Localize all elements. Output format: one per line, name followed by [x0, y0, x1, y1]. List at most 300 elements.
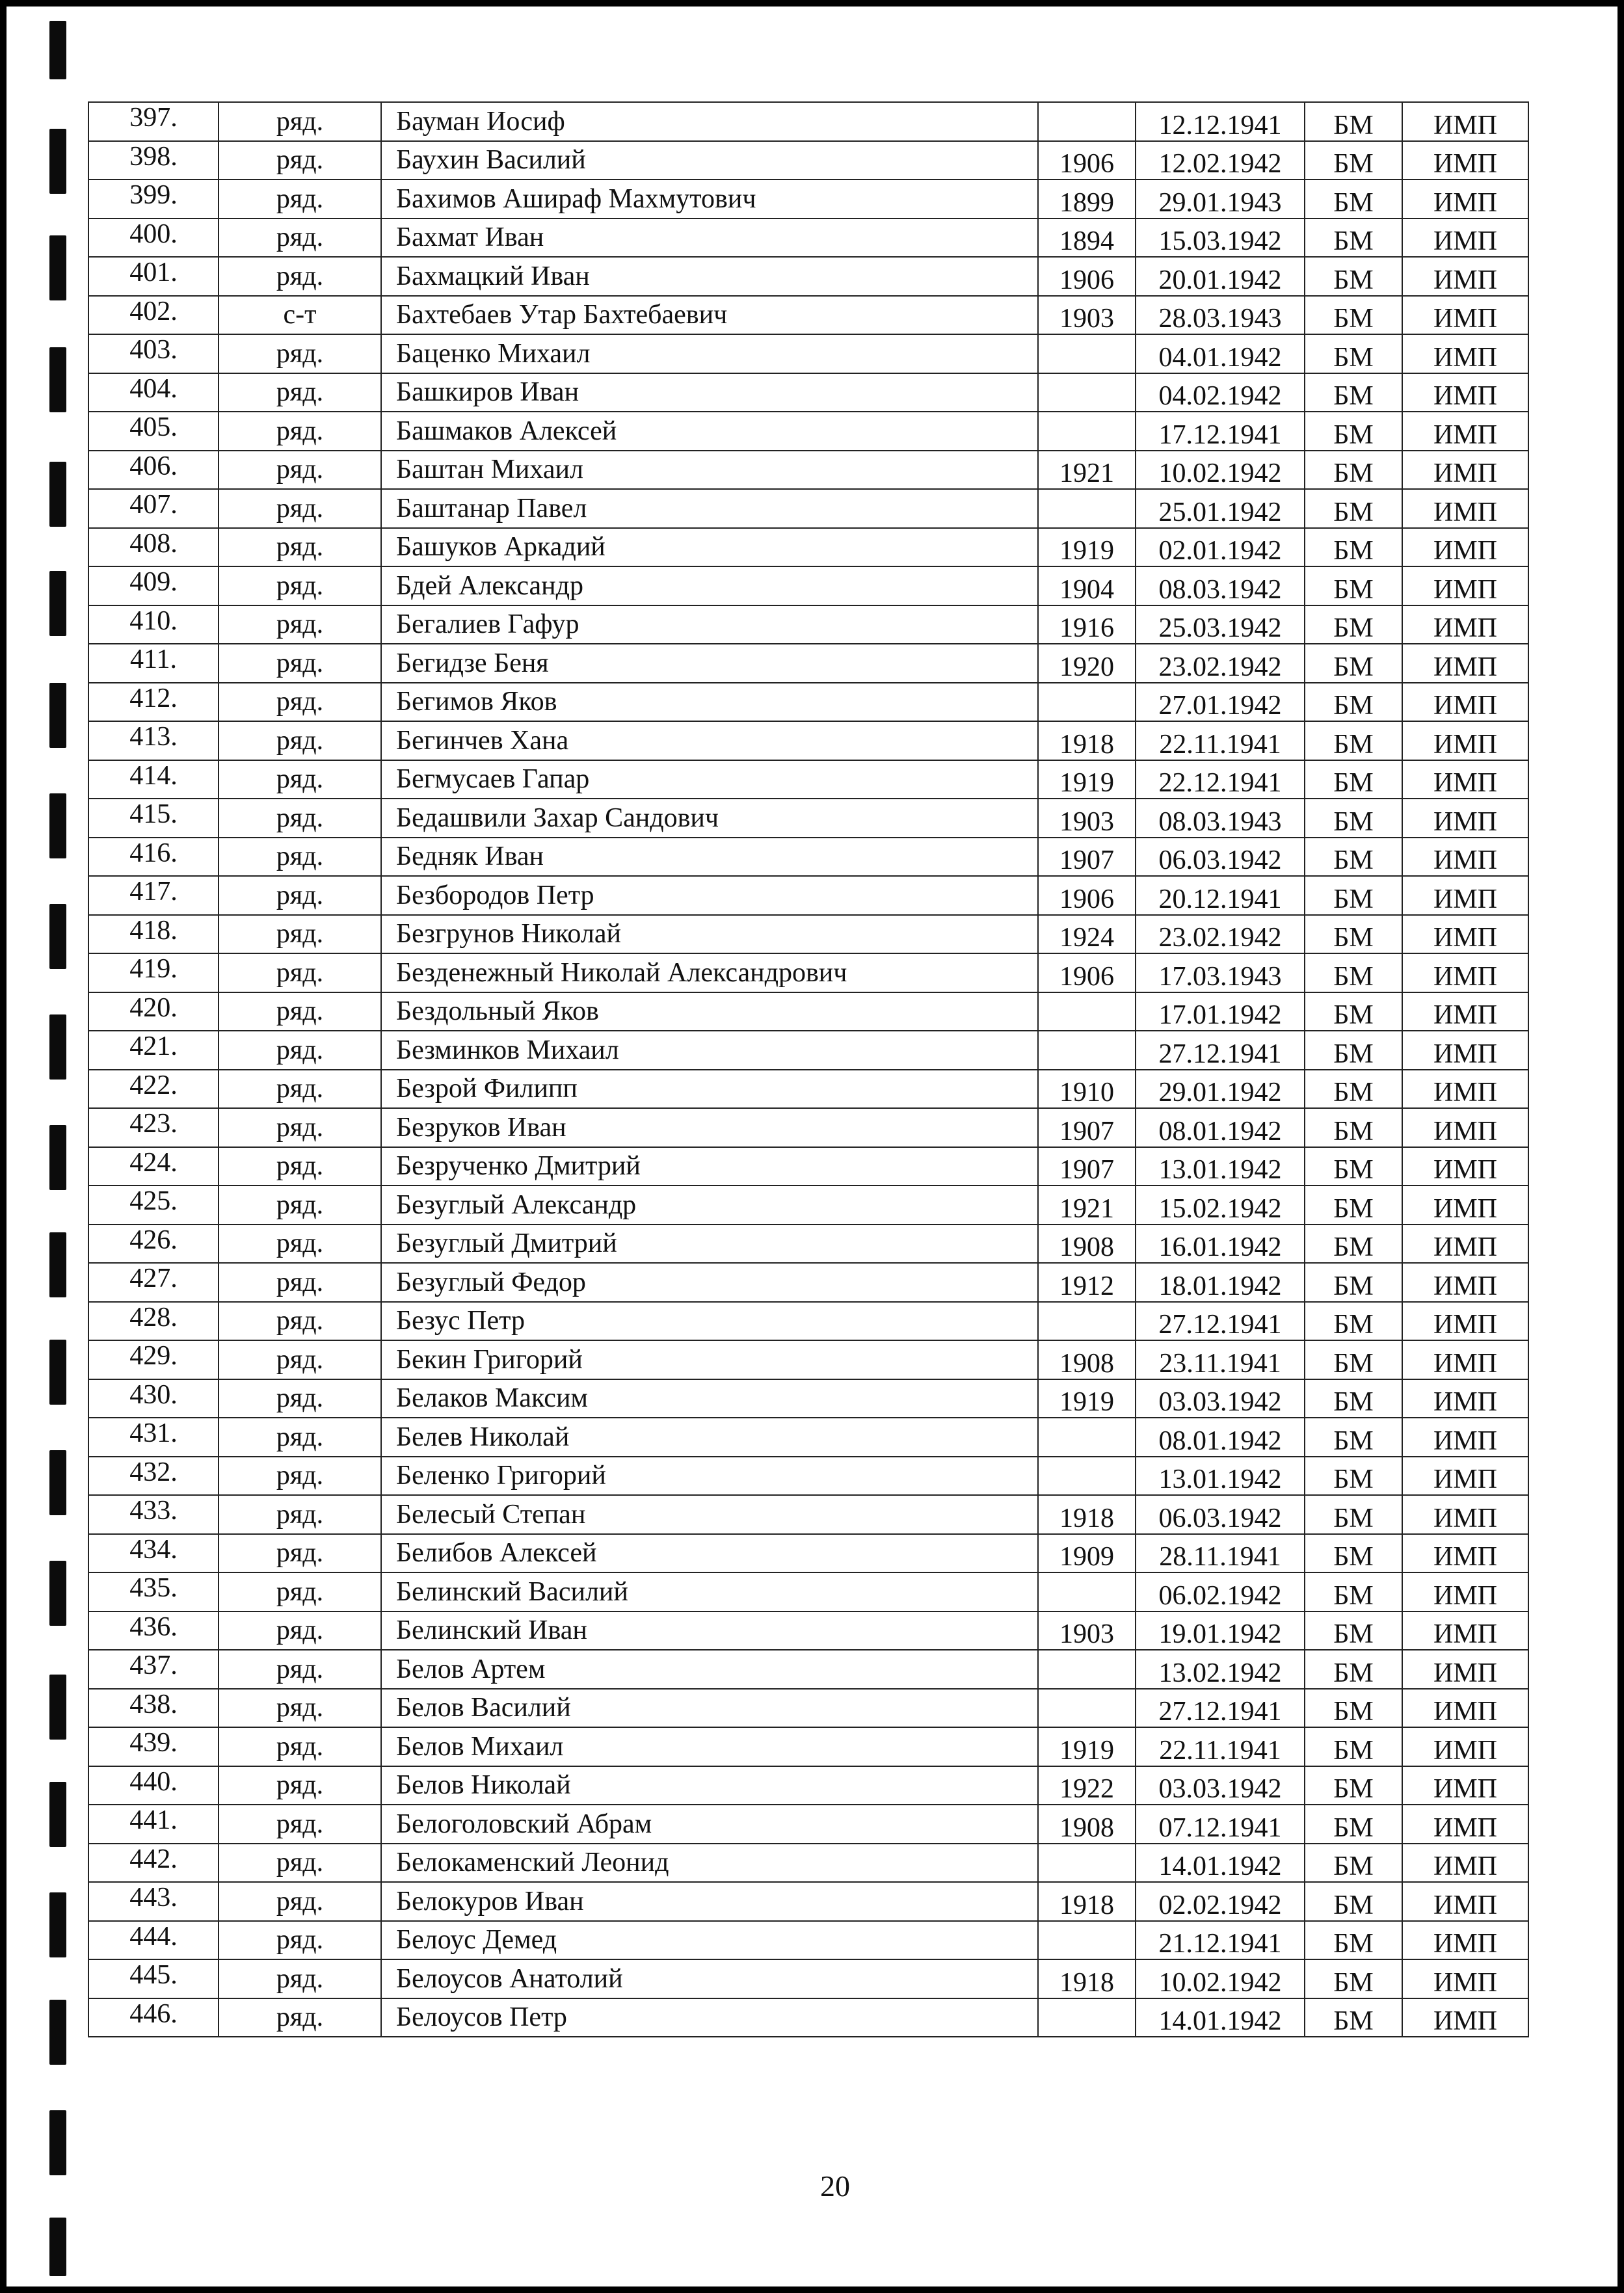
- birth-year-cell: [1038, 1031, 1136, 1070]
- cause-cell: ИМП: [1402, 1302, 1528, 1341]
- cause-cell: ИМП: [1402, 1921, 1528, 1960]
- cause-cell: ИМП: [1402, 1108, 1528, 1147]
- row-number-cell: 401.: [88, 257, 219, 296]
- row-number-cell: 402.: [88, 296, 219, 335]
- name-cell: Безус Петр: [381, 1302, 1038, 1341]
- date-cell: 21.12.1941: [1136, 1921, 1305, 1960]
- rank-cell: ряд.: [219, 566, 381, 605]
- birth-year-cell: [1038, 412, 1136, 451]
- date-cell: 03.03.1942: [1136, 1766, 1305, 1805]
- name-cell: Белоус Демед: [381, 1921, 1038, 1960]
- cause-cell: ИМП: [1402, 1844, 1528, 1883]
- binder-hole-mark: [49, 129, 66, 194]
- code-cell: БМ: [1305, 451, 1402, 490]
- birth-year-cell: [1038, 1689, 1136, 1728]
- code-cell: БМ: [1305, 605, 1402, 644]
- code-cell: БМ: [1305, 838, 1402, 877]
- row-number-cell: 432.: [88, 1457, 219, 1496]
- name-cell: Безгрунов Николай: [381, 915, 1038, 954]
- cause-cell: ИМП: [1402, 1650, 1528, 1689]
- table-row: [88, 489, 1528, 528]
- code-cell: БМ: [1305, 257, 1402, 296]
- cause-cell: ИМП: [1402, 296, 1528, 335]
- birth-year-cell: 1922: [1038, 1766, 1136, 1805]
- birth-year-cell: 1918: [1038, 721, 1136, 760]
- name-cell: Белокуров Иван: [381, 1882, 1038, 1921]
- binder-hole-mark: [49, 1340, 66, 1405]
- code-cell: БМ: [1305, 1689, 1402, 1728]
- table-row: [88, 1921, 1528, 1960]
- binder-hole-mark: [49, 1014, 66, 1080]
- rank-cell: ряд.: [219, 451, 381, 490]
- code-cell: БМ: [1305, 1457, 1402, 1496]
- date-cell: 10.02.1942: [1136, 1959, 1305, 1998]
- code-cell: БМ: [1305, 1302, 1402, 1341]
- rank-cell: ряд.: [219, 1340, 381, 1379]
- row-number-cell: 407.: [88, 489, 219, 528]
- rank-cell: ряд.: [219, 1070, 381, 1109]
- table-row: [88, 1998, 1528, 2037]
- name-cell: Безминков Михаил: [381, 1031, 1038, 1070]
- cause-cell: ИМП: [1402, 1959, 1528, 1998]
- row-number-cell: 403.: [88, 334, 219, 373]
- rank-cell: ряд.: [219, 1418, 381, 1457]
- code-cell: БМ: [1305, 412, 1402, 451]
- code-cell: БМ: [1305, 1031, 1402, 1070]
- name-cell: Безуглый Федор: [381, 1263, 1038, 1302]
- row-number-cell: 434.: [88, 1534, 219, 1573]
- binder-hole-mark: [49, 2000, 66, 2065]
- code-cell: БМ: [1305, 179, 1402, 219]
- date-cell: 23.11.1941: [1136, 1340, 1305, 1379]
- code-cell: БМ: [1305, 1611, 1402, 1650]
- cause-cell: ИМП: [1402, 1998, 1528, 2037]
- birth-year-cell: 1920: [1038, 644, 1136, 683]
- table-row: [88, 1263, 1528, 1302]
- rank-cell: ряд.: [219, 1147, 381, 1186]
- name-cell: Башкиров Иван: [381, 373, 1038, 412]
- table-row: [88, 102, 1528, 141]
- rank-cell: ряд.: [219, 876, 381, 915]
- table-row: [88, 1225, 1528, 1264]
- rank-cell: ряд.: [219, 102, 381, 141]
- date-cell: 28.11.1941: [1136, 1534, 1305, 1573]
- cause-cell: ИМП: [1402, 1689, 1528, 1728]
- name-cell: Белинский Василий: [381, 1572, 1038, 1611]
- rank-cell: ряд.: [219, 721, 381, 760]
- birth-year-cell: 1916: [1038, 605, 1136, 644]
- date-cell: 27.12.1941: [1136, 1302, 1305, 1341]
- name-cell: Бдей Александр: [381, 566, 1038, 605]
- birth-year-cell: 1906: [1038, 141, 1136, 180]
- date-cell: 04.01.1942: [1136, 334, 1305, 373]
- code-cell: БМ: [1305, 1921, 1402, 1960]
- code-cell: БМ: [1305, 1844, 1402, 1883]
- row-number-cell: 418.: [88, 915, 219, 954]
- cause-cell: ИМП: [1402, 1186, 1528, 1225]
- rank-cell: ряд.: [219, 1495, 381, 1534]
- cause-cell: ИМП: [1402, 1340, 1528, 1379]
- name-cell: Башмаков Алексей: [381, 412, 1038, 451]
- date-cell: 17.01.1942: [1136, 992, 1305, 1031]
- cause-cell: ИМП: [1402, 1766, 1528, 1805]
- birth-year-cell: 1924: [1038, 915, 1136, 954]
- date-cell: 29.01.1942: [1136, 1070, 1305, 1109]
- birth-year-cell: 1918: [1038, 1959, 1136, 1998]
- cause-cell: ИМП: [1402, 102, 1528, 141]
- date-cell: 23.02.1942: [1136, 644, 1305, 683]
- date-cell: 15.02.1942: [1136, 1186, 1305, 1225]
- name-cell: Баштанар Павел: [381, 489, 1038, 528]
- row-number-cell: 438.: [88, 1689, 219, 1728]
- table-row: [88, 1572, 1528, 1611]
- date-cell: 29.01.1943: [1136, 179, 1305, 219]
- birth-year-cell: 1907: [1038, 1147, 1136, 1186]
- row-number-cell: 439.: [88, 1727, 219, 1766]
- cause-cell: ИМП: [1402, 1418, 1528, 1457]
- code-cell: БМ: [1305, 1418, 1402, 1457]
- table-row: [88, 179, 1528, 219]
- binder-hole-mark: [49, 1675, 66, 1740]
- row-number-cell: 421.: [88, 1031, 219, 1070]
- cause-cell: ИМП: [1402, 489, 1528, 528]
- row-number-cell: 412.: [88, 683, 219, 722]
- cause-cell: ИМП: [1402, 1031, 1528, 1070]
- birth-year-cell: 1921: [1038, 451, 1136, 490]
- rank-cell: ряд.: [219, 257, 381, 296]
- date-cell: 08.03.1943: [1136, 799, 1305, 838]
- name-cell: Безбородов Петр: [381, 876, 1038, 915]
- cause-cell: ИМП: [1402, 1611, 1528, 1650]
- name-cell: Баухин Василий: [381, 141, 1038, 180]
- code-cell: БМ: [1305, 1186, 1402, 1225]
- birth-year-cell: [1038, 1844, 1136, 1883]
- code-cell: БМ: [1305, 528, 1402, 567]
- binder-hole-mark: [49, 1561, 66, 1626]
- cause-cell: ИМП: [1402, 1727, 1528, 1766]
- row-number-cell: 424.: [88, 1147, 219, 1186]
- table-row: [88, 1379, 1528, 1418]
- row-number-cell: 445.: [88, 1959, 219, 1998]
- birth-year-cell: 1909: [1038, 1534, 1136, 1573]
- row-number-cell: 428.: [88, 1302, 219, 1341]
- cause-cell: ИМП: [1402, 1457, 1528, 1496]
- table-row: [88, 1186, 1528, 1225]
- cause-cell: ИМП: [1402, 644, 1528, 683]
- rank-cell: ряд.: [219, 528, 381, 567]
- code-cell: БМ: [1305, 1225, 1402, 1264]
- birth-year-cell: 1894: [1038, 219, 1136, 258]
- date-cell: 16.01.1942: [1136, 1225, 1305, 1264]
- rank-cell: ряд.: [219, 953, 381, 992]
- date-cell: 25.03.1942: [1136, 605, 1305, 644]
- code-cell: БМ: [1305, 1998, 1402, 2037]
- row-number-cell: 410.: [88, 605, 219, 644]
- date-cell: 13.02.1942: [1136, 1650, 1305, 1689]
- birth-year-cell: 1906: [1038, 876, 1136, 915]
- row-number-cell: 440.: [88, 1766, 219, 1805]
- name-cell: Бегимов Яков: [381, 683, 1038, 722]
- row-number-cell: 411.: [88, 644, 219, 683]
- cause-cell: ИМП: [1402, 721, 1528, 760]
- table-row: [88, 721, 1528, 760]
- date-cell: 13.01.1942: [1136, 1147, 1305, 1186]
- rank-cell: ряд.: [219, 992, 381, 1031]
- name-cell: Бегмусаев Гапар: [381, 760, 1038, 799]
- cause-cell: ИМП: [1402, 1147, 1528, 1186]
- birth-year-cell: 1908: [1038, 1340, 1136, 1379]
- name-cell: Белов Василий: [381, 1689, 1038, 1728]
- table-row: [88, 760, 1528, 799]
- date-cell: 10.02.1942: [1136, 451, 1305, 490]
- birth-year-cell: [1038, 1418, 1136, 1457]
- code-cell: БМ: [1305, 1108, 1402, 1147]
- name-cell: Бахимов Ашираф Махмутович: [381, 179, 1038, 219]
- birth-year-cell: [1038, 489, 1136, 528]
- code-cell: БМ: [1305, 1534, 1402, 1573]
- birth-year-cell: 1908: [1038, 1805, 1136, 1844]
- code-cell: БМ: [1305, 1766, 1402, 1805]
- cause-cell: ИМП: [1402, 1882, 1528, 1921]
- cause-cell: ИМП: [1402, 179, 1528, 219]
- binder-hole-mark: [49, 2110, 66, 2175]
- row-number-cell: 417.: [88, 876, 219, 915]
- row-number-cell: 414.: [88, 760, 219, 799]
- name-cell: Белинский Иван: [381, 1611, 1038, 1650]
- code-cell: БМ: [1305, 141, 1402, 180]
- code-cell: БМ: [1305, 992, 1402, 1031]
- code-cell: БМ: [1305, 1495, 1402, 1534]
- table-row: [88, 1147, 1528, 1186]
- cause-cell: ИМП: [1402, 838, 1528, 877]
- cause-cell: ИМП: [1402, 1534, 1528, 1573]
- birth-year-cell: 1919: [1038, 1727, 1136, 1766]
- row-number-cell: 442.: [88, 1844, 219, 1883]
- cause-cell: ИМП: [1402, 1572, 1528, 1611]
- name-cell: Бахмацкий Иван: [381, 257, 1038, 296]
- date-cell: 27.01.1942: [1136, 683, 1305, 722]
- table-row: [88, 1457, 1528, 1496]
- rank-cell: ряд.: [219, 1225, 381, 1264]
- page-number: 20: [820, 2169, 850, 2203]
- row-number-cell: 444.: [88, 1921, 219, 1960]
- table-row: [88, 1650, 1528, 1689]
- table-row: [88, 1418, 1528, 1457]
- rank-cell: ряд.: [219, 1534, 381, 1573]
- table-row: [88, 1689, 1528, 1728]
- birth-year-cell: 1904: [1038, 566, 1136, 605]
- rank-cell: ряд.: [219, 1650, 381, 1689]
- birth-year-cell: [1038, 373, 1136, 412]
- cause-cell: ИМП: [1402, 451, 1528, 490]
- code-cell: БМ: [1305, 760, 1402, 799]
- date-cell: 12.02.1942: [1136, 141, 1305, 180]
- rank-cell: ряд.: [219, 141, 381, 180]
- code-cell: БМ: [1305, 219, 1402, 258]
- birth-year-cell: 1899: [1038, 179, 1136, 219]
- date-cell: 20.12.1941: [1136, 876, 1305, 915]
- birth-year-cell: 1907: [1038, 1108, 1136, 1147]
- name-cell: Белесый Степан: [381, 1495, 1038, 1534]
- name-cell: Белов Михаил: [381, 1727, 1038, 1766]
- birth-year-cell: 1908: [1038, 1225, 1136, 1264]
- binder-hole-mark: [49, 235, 66, 300]
- row-number-cell: 409.: [88, 566, 219, 605]
- code-cell: БМ: [1305, 1882, 1402, 1921]
- table-row: [88, 451, 1528, 490]
- date-cell: 08.01.1942: [1136, 1108, 1305, 1147]
- row-number-cell: 397.: [88, 102, 219, 141]
- row-number-cell: 427.: [88, 1263, 219, 1302]
- date-cell: 22.11.1941: [1136, 721, 1305, 760]
- binder-hole-mark: [49, 571, 66, 636]
- row-number-cell: 416.: [88, 838, 219, 877]
- cause-cell: ИМП: [1402, 412, 1528, 451]
- birth-year-cell: [1038, 334, 1136, 373]
- name-cell: Безруков Иван: [381, 1108, 1038, 1147]
- rank-cell: ряд.: [219, 1959, 381, 1998]
- rank-cell: ряд.: [219, 1998, 381, 2037]
- rank-cell: ряд.: [219, 1611, 381, 1650]
- name-cell: Белоусов Петр: [381, 1998, 1038, 2037]
- rank-cell: ряд.: [219, 1108, 381, 1147]
- code-cell: БМ: [1305, 1959, 1402, 1998]
- table-row: [88, 799, 1528, 838]
- row-number-cell: 446.: [88, 1998, 219, 2037]
- date-cell: 04.02.1942: [1136, 373, 1305, 412]
- row-number-cell: 431.: [88, 1418, 219, 1457]
- name-cell: Бахмат Иван: [381, 219, 1038, 258]
- code-cell: БМ: [1305, 799, 1402, 838]
- row-number-cell: 419.: [88, 953, 219, 992]
- binder-hole-mark: [49, 1450, 66, 1515]
- date-cell: 27.12.1941: [1136, 1689, 1305, 1728]
- birth-year-cell: 1919: [1038, 528, 1136, 567]
- table-row: [88, 683, 1528, 722]
- rank-cell: ряд.: [219, 1379, 381, 1418]
- birth-year-cell: 1918: [1038, 1882, 1136, 1921]
- cause-cell: ИМП: [1402, 141, 1528, 180]
- table-row: [88, 219, 1528, 258]
- table-row: [88, 1302, 1528, 1341]
- document-page: [7, 7, 1617, 2286]
- name-cell: Бедняк Иван: [381, 838, 1038, 877]
- date-cell: 06.03.1942: [1136, 1495, 1305, 1534]
- code-cell: БМ: [1305, 566, 1402, 605]
- code-cell: БМ: [1305, 1650, 1402, 1689]
- date-cell: 03.03.1942: [1136, 1379, 1305, 1418]
- birth-year-cell: [1038, 1457, 1136, 1496]
- code-cell: БМ: [1305, 915, 1402, 954]
- rank-cell: ряд.: [219, 1689, 381, 1728]
- name-cell: Белаков Максим: [381, 1379, 1038, 1418]
- cause-cell: ИМП: [1402, 760, 1528, 799]
- date-cell: 07.12.1941: [1136, 1805, 1305, 1844]
- date-cell: 19.01.1942: [1136, 1611, 1305, 1650]
- row-number-cell: 423.: [88, 1108, 219, 1147]
- name-cell: Бауман Иосиф: [381, 102, 1038, 141]
- name-cell: Белокаменский Леонид: [381, 1844, 1038, 1883]
- row-number-cell: 426.: [88, 1225, 219, 1264]
- date-cell: 23.02.1942: [1136, 915, 1305, 954]
- row-number-cell: 399.: [88, 179, 219, 219]
- rank-cell: ряд.: [219, 1186, 381, 1225]
- table-row: [88, 605, 1528, 644]
- table-row: [88, 296, 1528, 335]
- name-cell: Бегалиев Гафур: [381, 605, 1038, 644]
- date-cell: 14.01.1942: [1136, 1998, 1305, 2037]
- cause-cell: ИМП: [1402, 219, 1528, 258]
- name-cell: Баштан Михаил: [381, 451, 1038, 490]
- table-row: [88, 412, 1528, 451]
- rank-cell: ряд.: [219, 760, 381, 799]
- birth-year-cell: 1912: [1038, 1263, 1136, 1302]
- birth-year-cell: 1906: [1038, 953, 1136, 992]
- rank-cell: ряд.: [219, 1572, 381, 1611]
- cause-cell: ИМП: [1402, 605, 1528, 644]
- cause-cell: ИМП: [1402, 915, 1528, 954]
- name-cell: Бедашвили Захар Сандович: [381, 799, 1038, 838]
- rank-cell: ряд.: [219, 1457, 381, 1496]
- code-cell: БМ: [1305, 373, 1402, 412]
- binder-hole-mark: [49, 1125, 66, 1190]
- rank-cell: ряд.: [219, 373, 381, 412]
- table-row: [88, 528, 1528, 567]
- row-number-cell: 404.: [88, 373, 219, 412]
- code-cell: БМ: [1305, 334, 1402, 373]
- name-cell: Белоусов Анатолий: [381, 1959, 1038, 1998]
- cause-cell: ИМП: [1402, 1379, 1528, 1418]
- date-cell: 17.03.1943: [1136, 953, 1305, 992]
- table-row: [88, 992, 1528, 1031]
- code-cell: БМ: [1305, 683, 1402, 722]
- name-cell: Бездольный Яков: [381, 992, 1038, 1031]
- row-number-cell: 436.: [88, 1611, 219, 1650]
- table-row: [88, 953, 1528, 992]
- date-cell: 08.03.1942: [1136, 566, 1305, 605]
- birth-year-cell: 1903: [1038, 799, 1136, 838]
- rank-cell: ряд.: [219, 1882, 381, 1921]
- rank-cell: ряд.: [219, 1031, 381, 1070]
- code-cell: БМ: [1305, 1070, 1402, 1109]
- row-number-cell: 425.: [88, 1186, 219, 1225]
- table-row: [88, 838, 1528, 877]
- cause-cell: ИМП: [1402, 257, 1528, 296]
- row-number-cell: 405.: [88, 412, 219, 451]
- code-cell: БМ: [1305, 296, 1402, 335]
- rank-cell: ряд.: [219, 644, 381, 683]
- date-cell: 14.01.1942: [1136, 1844, 1305, 1883]
- row-number-cell: 406.: [88, 451, 219, 490]
- name-cell: Башуков Аркадий: [381, 528, 1038, 567]
- cause-cell: ИМП: [1402, 1070, 1528, 1109]
- binder-hole-mark: [49, 21, 66, 79]
- code-cell: БМ: [1305, 1379, 1402, 1418]
- name-cell: Бекин Григорий: [381, 1340, 1038, 1379]
- birth-year-cell: 1919: [1038, 760, 1136, 799]
- birth-year-cell: [1038, 992, 1136, 1031]
- code-cell: БМ: [1305, 721, 1402, 760]
- binder-hole-mark: [49, 904, 66, 969]
- rank-cell: ряд.: [219, 489, 381, 528]
- cause-cell: ИМП: [1402, 992, 1528, 1031]
- code-cell: БМ: [1305, 1727, 1402, 1766]
- table-row: [88, 1031, 1528, 1070]
- table-row: [88, 1844, 1528, 1883]
- cause-cell: ИМП: [1402, 1495, 1528, 1534]
- row-number-cell: 433.: [88, 1495, 219, 1534]
- table-row: [88, 257, 1528, 296]
